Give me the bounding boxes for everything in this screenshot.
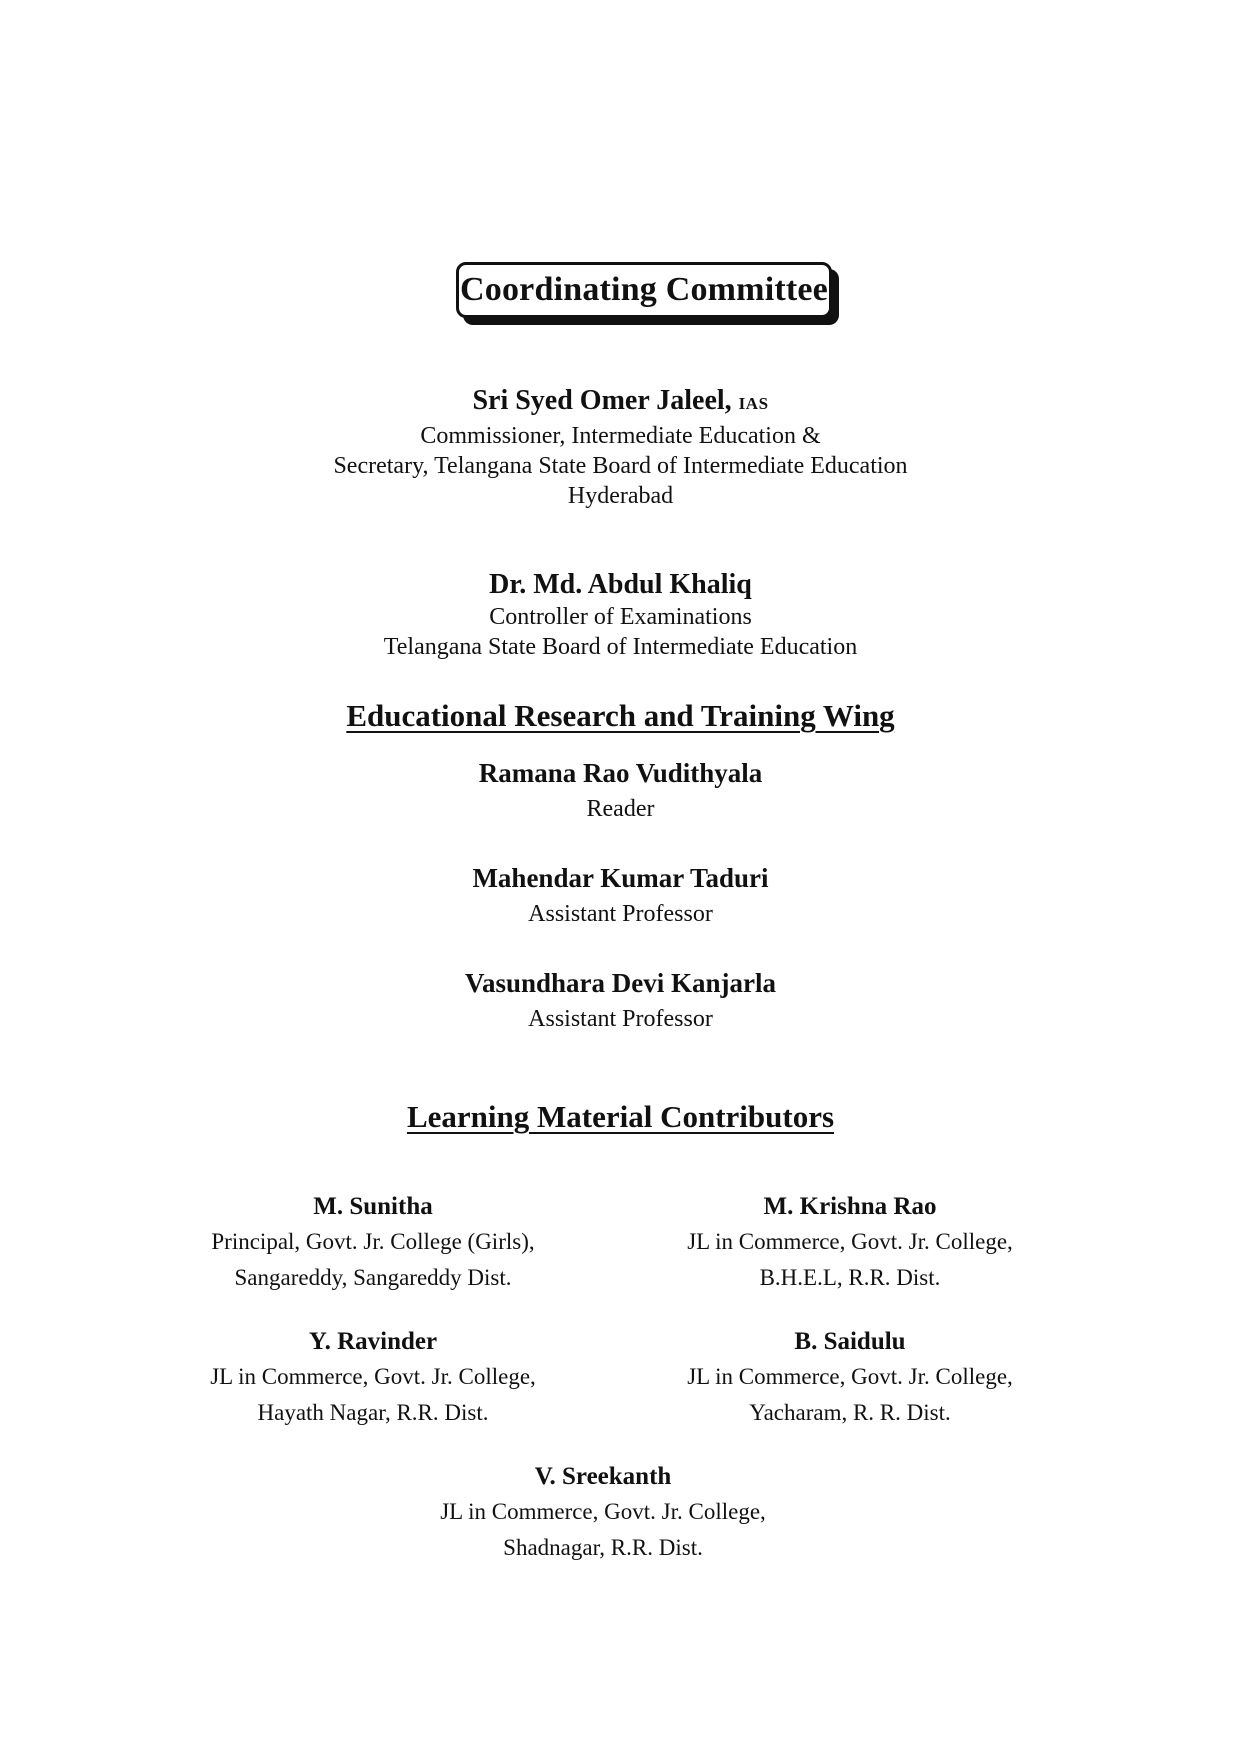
contributor-line: Shadnagar, R.R. Dist.: [503, 1535, 703, 1560]
contributor: [153, 1325, 593, 1431]
contributor-line: Hayath Nagar, R.R. Dist.: [257, 1400, 489, 1425]
official-line: Secretary, Telangana State Board of Intermediate Education: [333, 453, 908, 479]
contributor-line: JL in Commerce, Govt. Jr. College,: [687, 1364, 1013, 1389]
member-name: Mahendar Kumar Taduri: [472, 863, 769, 893]
official-line: Commissioner, Intermediate Education &: [420, 423, 821, 449]
contributor-name: M. Krishna Rao: [763, 1193, 937, 1220]
wing-member: [0, 861, 1241, 933]
contributor: [383, 1460, 823, 1566]
official-commissioner: [0, 384, 1241, 511]
member-role: Reader: [586, 796, 655, 822]
page-title: Coordinating Committee: [460, 271, 828, 308]
official-name: Sri Syed Omer Jaleel,: [472, 385, 732, 416]
member-role: Assistant Professor: [528, 901, 713, 927]
official-controller: [0, 568, 1241, 662]
contributor: [630, 1325, 1070, 1431]
contributor: [153, 1190, 593, 1296]
official-suffix: IAS: [738, 394, 769, 413]
contributor-line: JL in Commerce, Govt. Jr. College,: [210, 1364, 536, 1389]
contributors-heading: Learning Material Contributors: [406, 1099, 835, 1134]
member-name: Ramana Rao Vudithyala: [478, 758, 763, 788]
wing-member: [0, 966, 1241, 1038]
member-name: Vasundhara Devi Kanjarla: [464, 968, 777, 998]
wing-heading: Educational Research and Training Wing: [346, 698, 895, 733]
contributor-line: Sangareddy, Sangareddy Dist.: [234, 1265, 512, 1290]
contributor-line: Principal, Govt. Jr. College (Girls),: [211, 1229, 535, 1254]
contributor-line: Yacharam, R. R. Dist.: [749, 1400, 951, 1425]
member-role: Assistant Professor: [528, 1006, 713, 1032]
contributor-name: V. Sreekanth: [534, 1463, 672, 1490]
official-name: Dr. Md. Abdul Khaliq: [489, 569, 752, 600]
contributor-line: B.H.E.L, R.R. Dist.: [759, 1265, 941, 1290]
contributor: [630, 1190, 1070, 1296]
title-box: [456, 262, 832, 318]
official-line: Hyderabad: [567, 483, 674, 509]
official-line: Telangana State Board of Intermediate Education: [383, 634, 858, 660]
contributor-name: B. Saidulu: [794, 1328, 906, 1355]
contributor-name: M. Sunitha: [313, 1193, 433, 1220]
contributor-line: JL in Commerce, Govt. Jr. College,: [440, 1499, 766, 1524]
contributor-line: JL in Commerce, Govt. Jr. College,: [687, 1229, 1013, 1254]
official-line: Controller of Examinations: [489, 604, 752, 630]
wing-member: [0, 756, 1241, 828]
contributor-name: Y. Ravinder: [308, 1328, 438, 1355]
